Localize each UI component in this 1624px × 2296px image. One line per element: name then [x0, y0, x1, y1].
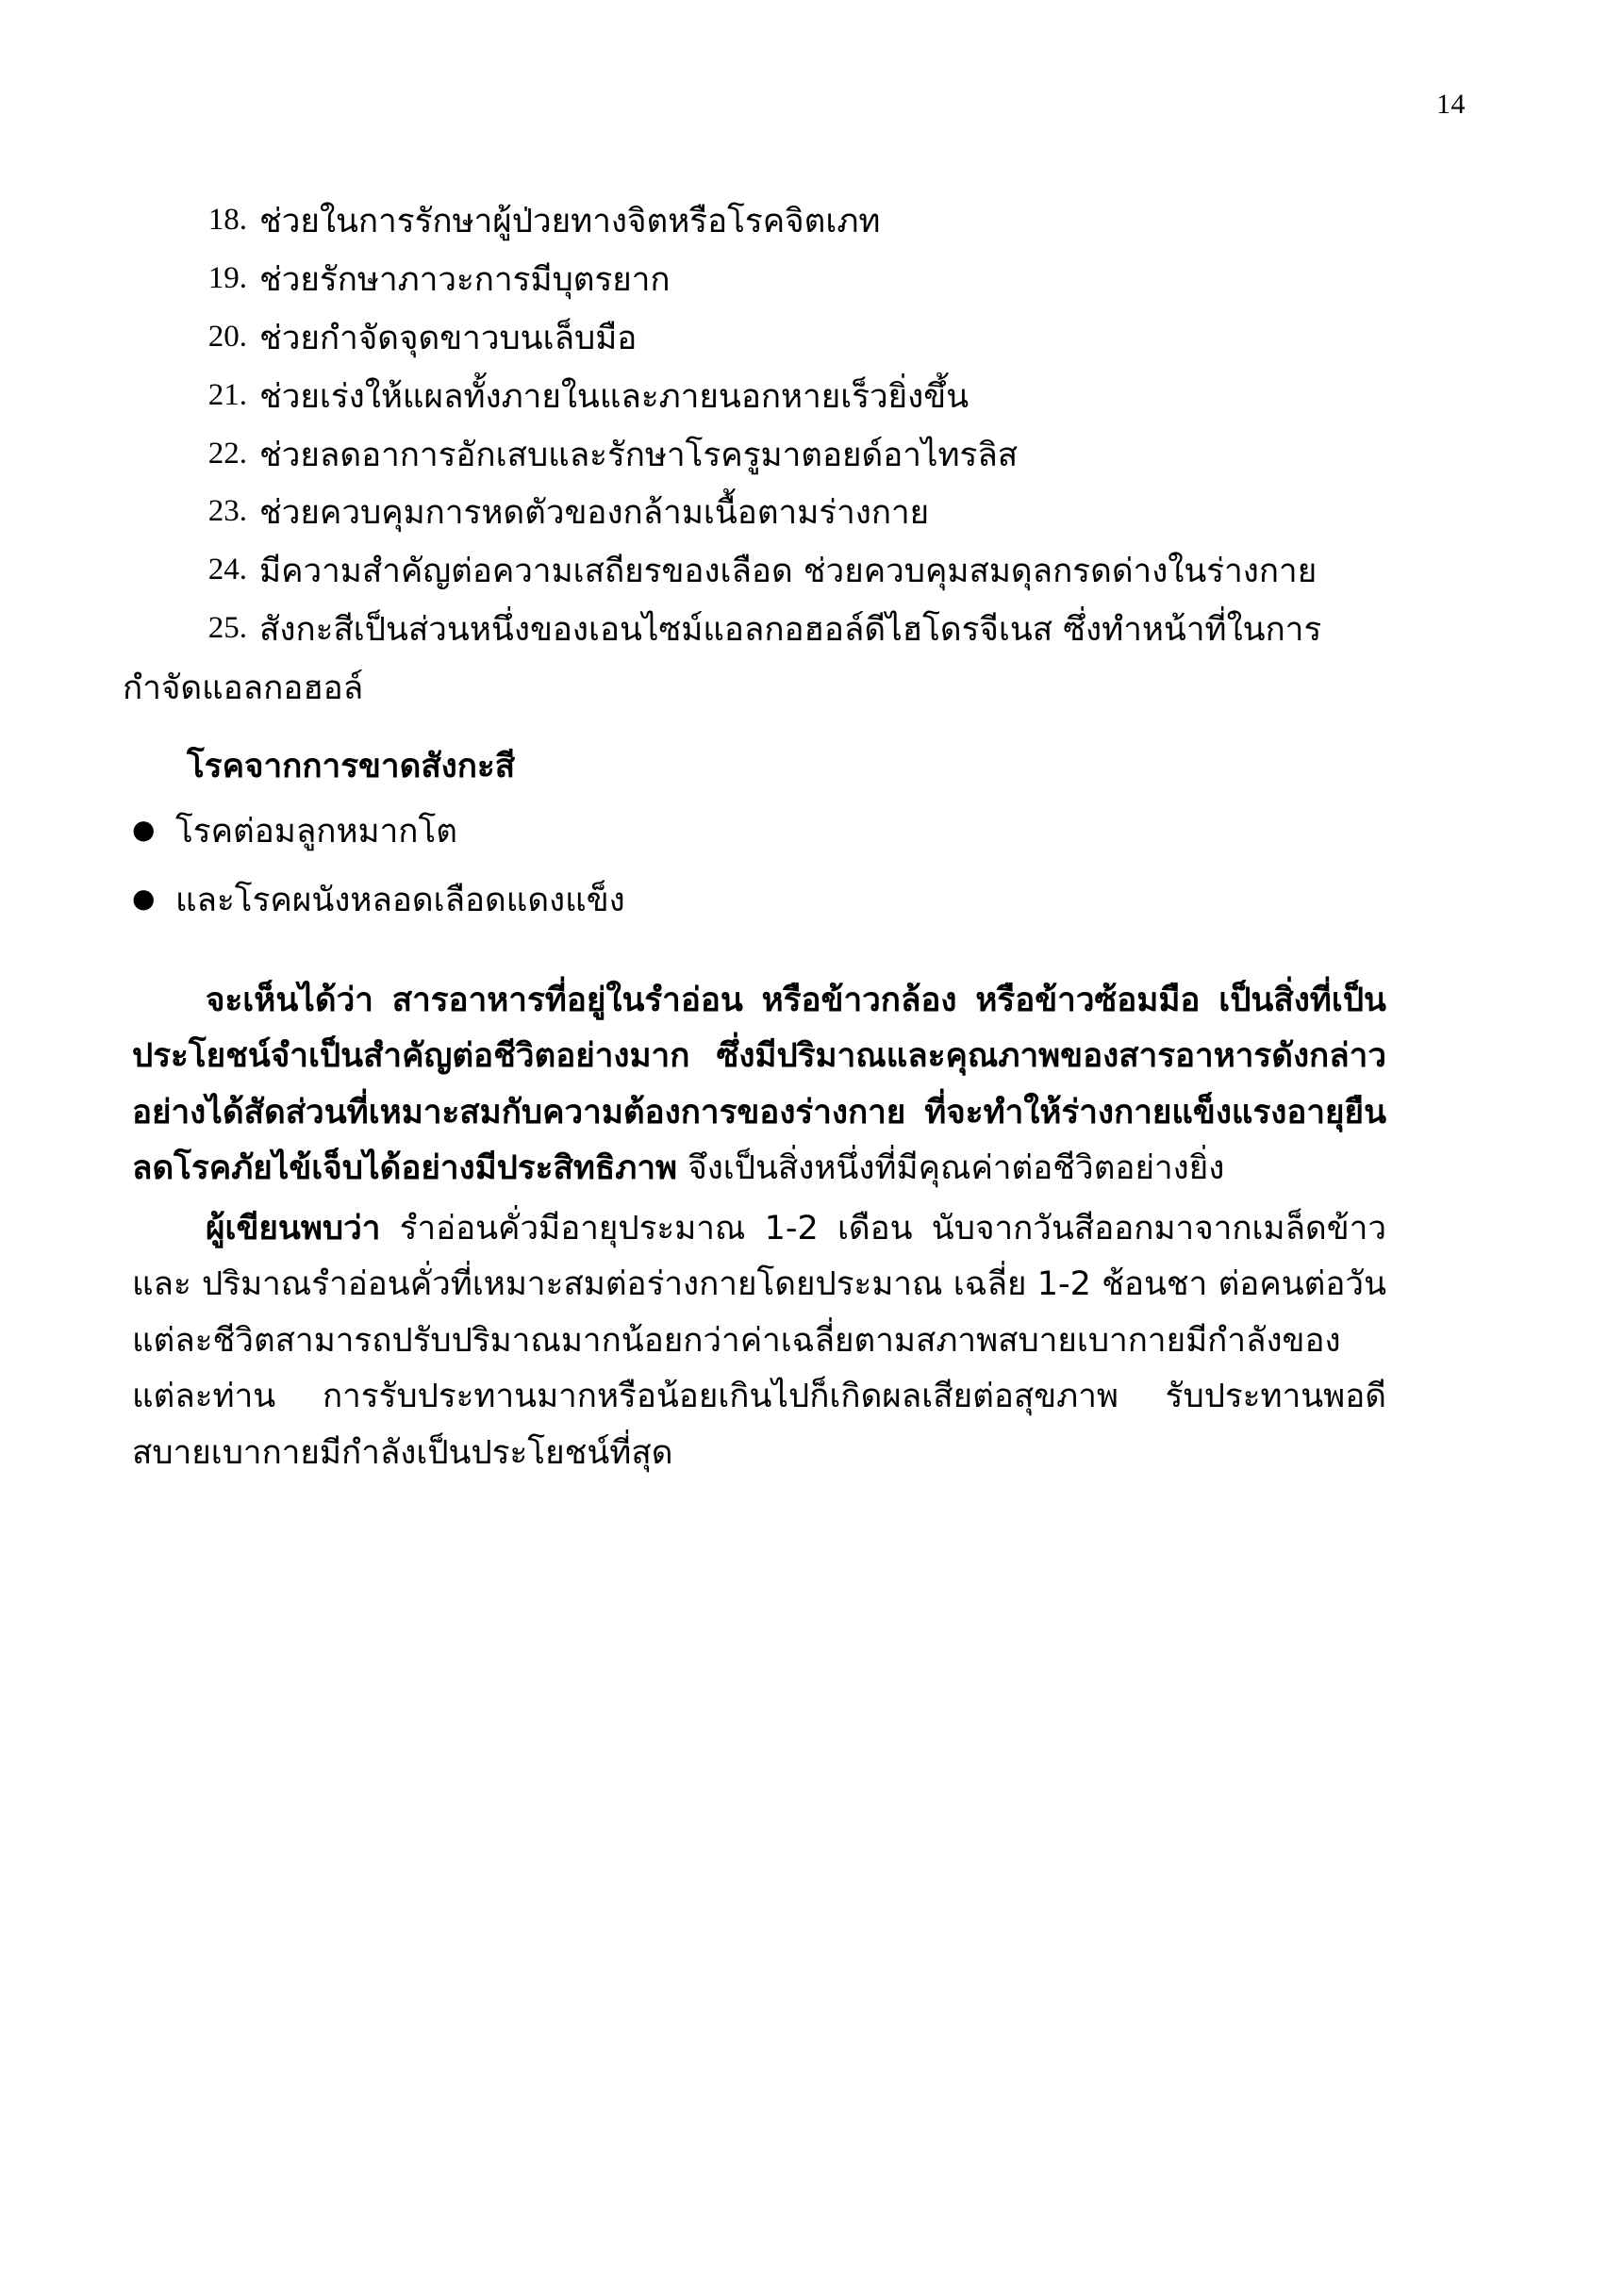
benefits-numbered-list: [185, 193, 1439, 659]
paragraph-bold-text: จะเห็นได้ว่า สารอาหารที่อยู่ในรำอ่อน หรือข้าวกล้อง หรือข้าวซ้อมมือ เป็นสิ่งที่เป็นประโยชน์จำเป็นสำคัญต่อชีวิตอย่างมาก ซึ่งมีปริมาณและคุณภาพของสารอาหารดังกล่าวอย่างได้สัดส่วนที่เหมาะสมกับความต้องการของร่างกาย ที่จะทำให้ร่างกายแข็งแรงอายุยืน ลดโรคภัยไข้เจ็บได้อย่างมีประสิทธิภาพ: [132, 981, 1386, 1188]
list-item: [132, 803, 1439, 861]
list-item-text: ช่วยลดอาการอักเสบและรักษาโรครูมาตอยด์อาไทรลิส: [259, 436, 1019, 474]
list-item-text: สังกะสีเป็นส่วนหนึ่งของเอนไซม์แอลกอฮอล์ดีไฮโดรจีเนส ซึ่งทำหน้าที่ในการ: [259, 611, 1322, 650]
list-item: [185, 543, 1439, 601]
list-item-number: 24.: [207, 553, 247, 587]
list-item-number: 25.: [207, 611, 247, 646]
list-item-continuation: กำจัดแอลกอฮอล์: [123, 669, 364, 708]
list-item: [185, 369, 1439, 426]
body-paragraph-1: [132, 973, 1386, 1198]
bullet-icon: ●: [132, 882, 156, 914]
list-item-text: ช่วยรักษาภาวะการมีบุตรยาก: [259, 260, 671, 299]
list-item: [185, 193, 1439, 251]
list-item: [185, 485, 1439, 542]
list-item: [185, 310, 1439, 368]
paragraph-normal-text: จึงเป็นสิ่งหนึ่งที่มีคุณค่าต่อชีวิตอย่างยิ่ง: [677, 1149, 1225, 1188]
list-item-text: มีความสำคัญต่อความเสถียรของเลือด ช่วยควบคุมสมดุลกรดด่างในร่างกาย: [259, 553, 1317, 591]
page-number: 14: [1436, 89, 1466, 120]
list-item-text: ช่วยควบคุมการหดตัวของกล้ามเนื้อตามร่างกาย: [259, 494, 930, 533]
list-item-number: 21.: [207, 377, 247, 412]
list-item-text: และโรคผนังหลอดเลือดแดงแข็ง: [175, 881, 625, 919]
list-item: [185, 252, 1439, 309]
paragraph-normal-text: รำอ่อนคั่วมีอายุประมาณ 1-2 เดือน นับจากวันสีออกมาจากเมล็ดข้าว และ ปริมาณรำอ่อนคั่วที่เหมาะสมต่อร่างกายโดยประมาณ เฉลี่ย 1-2 ช้อนชา ต่อคนต่อวัน แต่ละชีวิตสามารถปรับปริมาณมากน้อยกว่าค่าเฉลี่ยตามสภาพสบายเบากายมีกำลังของแต่ละท่าน การรับประทานมากหรือน้อยเกินไปก็เกิดผลเสียต่อสุขภาพ รับประทานพอดีสบายเบากายมีกำลังเป็นประโยชน์ที่สุด: [132, 1209, 1386, 1472]
list-item-number: 22.: [207, 436, 247, 471]
list-item-number: 23.: [207, 494, 247, 529]
list-item-number: 19.: [207, 260, 247, 295]
list-item-text: ช่วยเร่งให้แผลทั้งภายในและภายนอกหายเร็วยิ่งขึ้น: [259, 377, 969, 416]
list-item-number: 18.: [207, 203, 247, 237]
page-content: [123, 193, 1439, 1481]
list-item: [185, 427, 1439, 485]
section-heading: โรคจากการขาดสังกะสี: [187, 748, 516, 786]
list-item-text: ช่วยในการรักษาผู้ป่วยทางจิตหรือโรคจิตเภท: [259, 203, 881, 240]
list-item-text: โรคต่อมลูกหมากโต: [175, 812, 457, 851]
list-item-number: 20.: [207, 319, 247, 354]
list-item: [185, 602, 1439, 659]
paragraph-bold-text: ผู้เขียนพบว่า: [206, 1209, 381, 1247]
bullet-icon: ●: [132, 813, 156, 845]
deficiency-disease-list: [132, 803, 1439, 930]
list-item: [132, 872, 1439, 930]
body-paragraph-2: [132, 1201, 1386, 1482]
list-item-text: ช่วยกำจัดจุดขาวบนเล็บมือ: [259, 319, 638, 357]
